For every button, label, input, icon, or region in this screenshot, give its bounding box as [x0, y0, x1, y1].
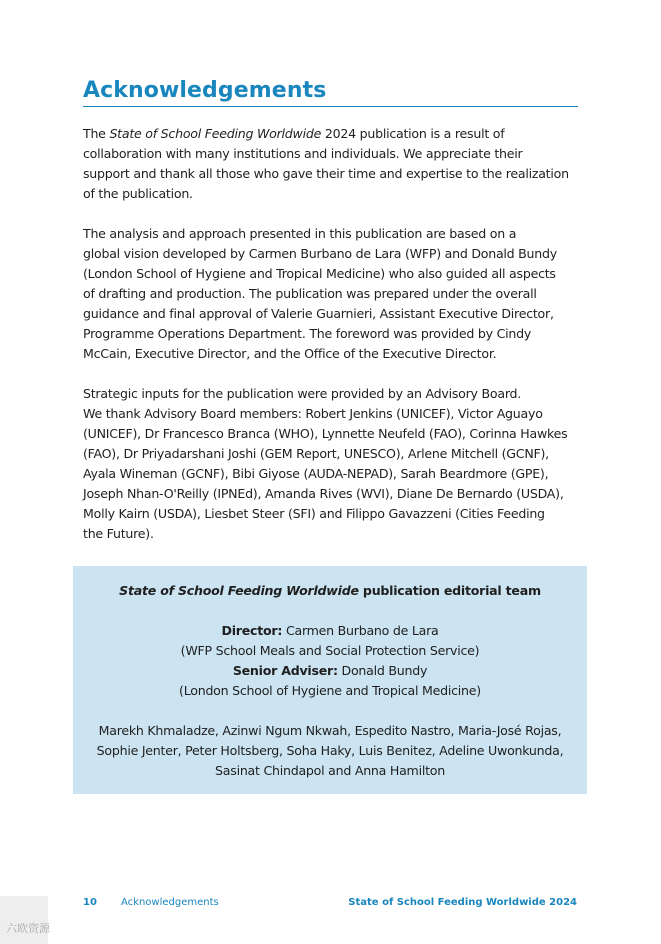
analysis-line: The analysis and approach presented in this publication are based on a	[83, 226, 517, 241]
analysis-line: guidance and final approval of Valerie Guarnieri, Assistant Executive Director,	[83, 306, 554, 321]
advisory-line: Strategic inputs for the publication were provided by an Advisory Board.	[83, 386, 522, 401]
team-heading-rest: publication editorial team	[358, 583, 541, 598]
watermark-text: 六欧资源	[6, 922, 50, 935]
advisory-line: We thank Advisory Board members: Robert Jenkins (UNICEF), Victor Aguayo	[83, 406, 543, 421]
footer-page-number: 10	[83, 897, 97, 908]
analysis-line: of drafting and production. The publication was prepared under the overall	[83, 286, 537, 301]
watermark-badge	[0, 896, 48, 944]
title-underline	[83, 106, 578, 107]
team-members-line: Sophie Jenter, Peter Holtsberg, Soha Haky, Luis Benitez, Adeline Uwonkunda,	[96, 743, 564, 758]
team-heading-italic: State of School Feeding Worldwide	[119, 583, 359, 598]
analysis-line: global vision developed by Carmen Burbano de Lara (WFP) and Donald Bundy	[83, 246, 557, 261]
analysis-line: (London School of Hygiene and Tropical Medicine) who also guided all aspects	[83, 266, 556, 281]
analysis-paragraph	[83, 224, 583, 364]
footer-section-title: Acknowledgements	[121, 897, 219, 908]
senior-adviser-label: Senior Adviser:	[232, 663, 338, 678]
advisory-board-paragraph	[83, 384, 583, 544]
director-org: (WFP School Meals and Social Protection Service)	[180, 643, 480, 658]
intro-line: collaboration with many institutions and individuals. We appreciate their	[83, 146, 523, 161]
page-title: Acknowledgements	[83, 78, 327, 103]
intro-line: of the publication.	[83, 186, 193, 201]
advisory-line: Ayala Wineman (GCNF), Bibi Giyose (AUDA-NEPAD), Sarah Beardmore (GPE),	[83, 466, 549, 481]
analysis-line: McCain, Executive Director, and the Office of the Executive Director.	[83, 346, 497, 361]
advisory-line: (FAO), Dr Priyadarshani Joshi (GEM Report, UNESCO), Arlene Mitchell (GCNF),	[83, 446, 549, 461]
senior-adviser-line	[73, 661, 587, 681]
team-members-line: Sasinat Chindapol and Anna Hamilton	[215, 763, 445, 778]
intro-paragraph	[83, 124, 583, 204]
editorial-team-heading	[73, 581, 587, 601]
senior-adviser-name: Donald Bundy	[337, 663, 428, 678]
publication-title-italic: State of School Feeding Worldwide	[109, 126, 322, 141]
advisory-line: (UNICEF), Dr Francesco Branca (WHO), Lynnette Neufeld (FAO), Corinna Hawkes	[83, 426, 568, 441]
advisory-line: Joseph Nhan-O'Reilly (IPNEd), Amanda Rives (WVI), Diane De Bernardo (USDA),	[83, 486, 564, 501]
director-name: Carmen Burbano de Lara	[282, 623, 439, 638]
editorial-team-box	[73, 566, 587, 794]
intro-line: support and thank all those who gave their time and expertise to the realization	[83, 166, 569, 181]
intro-line-pre: The	[83, 126, 110, 141]
team-members-line: Marekh Khmaladze, Azinwi Ngum Nkwah, Espedito Nastro, Maria-José Rojas,	[98, 723, 562, 738]
intro-line	[83, 124, 583, 144]
intro-line-post: 2024 publication is a result of	[321, 126, 505, 141]
director-line	[73, 621, 587, 641]
senior-adviser-org: (London School of Hygiene and Tropical Medicine)	[179, 683, 481, 698]
advisory-line: the Future).	[83, 526, 154, 541]
director-label: Director:	[221, 623, 283, 638]
advisory-line: Molly Kairn (USDA), Liesbet Steer (SFI) and Filippo Gavazzeni (Cities Feeding	[83, 506, 545, 521]
footer-publication-title: State of School Feeding Worldwide 2024	[348, 897, 577, 908]
analysis-line: Programme Operations Department. The foreword was provided by Cindy	[83, 326, 532, 341]
